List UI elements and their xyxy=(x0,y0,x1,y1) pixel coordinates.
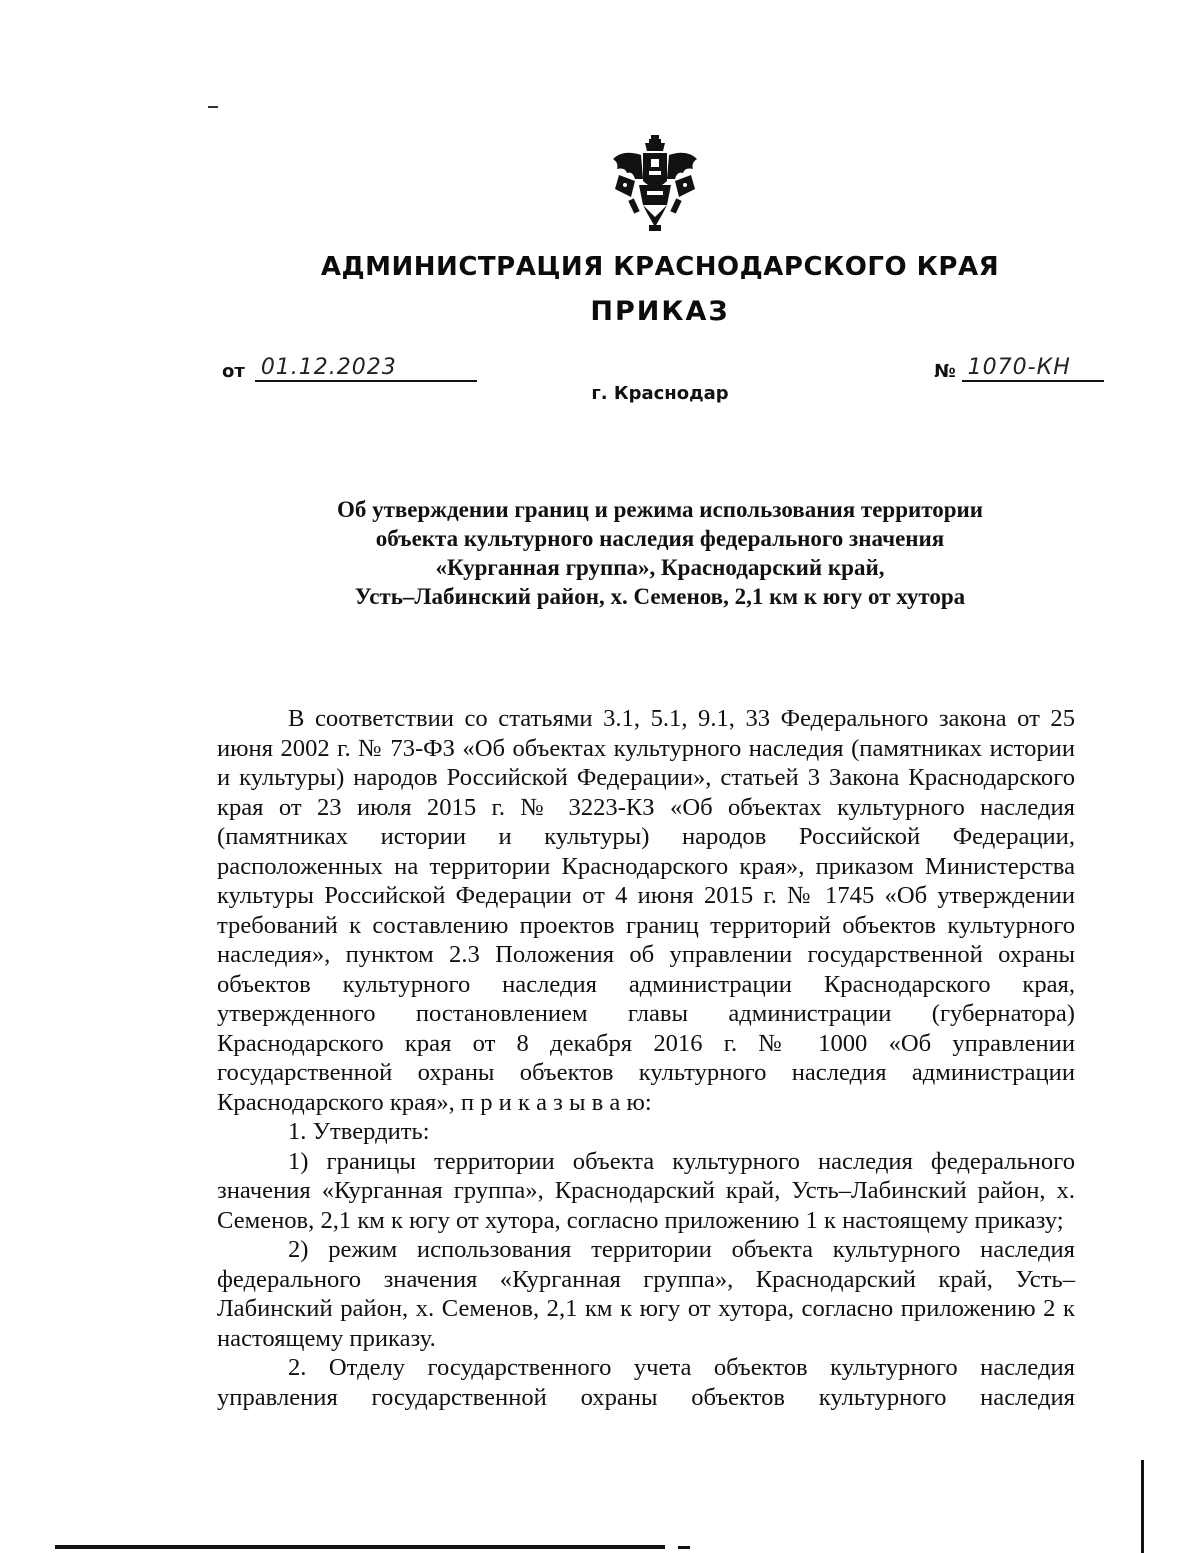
scan-artifact xyxy=(208,106,218,108)
number-prefix: № xyxy=(934,361,956,382)
title-line: «Курганная группа», Краснодарский край, xyxy=(435,555,885,580)
item-1-2: 2) режим использования территории объекта культурного наследия федерального значения «Курганная группа», Краснодарский край, Усть–Лабинский район, х. Семенов, 2,1 км к югу от хутора, согласно приложению 2 к настоящему приказу. xyxy=(217,1236,1075,1352)
item-1-1: 1) границы территории объекта культурного наследия федерального значения «Курганная группа», Краснодарский край, Усть–Лабинский район, х. Семенов, 2,1 км к югу от хутора, согласно приложению 1 к настоящему приказу; xyxy=(217,1147,1075,1234)
number-field xyxy=(934,356,1104,382)
number-value: 1070-КН xyxy=(962,356,1104,382)
scan-edge-line xyxy=(678,1546,690,1549)
scan-edge-line xyxy=(55,1545,665,1549)
date-field xyxy=(222,356,477,382)
date-value: 01.12.2023 xyxy=(255,356,477,382)
document-body xyxy=(217,704,1075,1412)
organization-name: АДМИНИСТРАЦИЯ КРАСНОДАРСКОГО КРАЯ xyxy=(320,252,1000,282)
document-title xyxy=(240,495,1080,611)
city: г. Краснодар xyxy=(591,383,729,404)
date-prefix: от xyxy=(222,361,245,382)
title-line: Об утверждении границ и режима использования территории xyxy=(336,497,984,522)
document-type: ПРИКАЗ xyxy=(590,296,730,327)
item-1: 1. Утвердить: xyxy=(288,1118,430,1145)
title-line: Усть–Лабинский район, х. Семенов, 2,1 км к югу от хутора xyxy=(354,584,966,609)
title-line: объекта культурного наследия федерального значения xyxy=(375,526,945,551)
preamble-paragraph: В соответствии со статьями 3.1, 5.1, 9.1, 33 Федерального закона от 25 июня 2002 г. № 73-ФЗ «Об объектах культурного наследия (памятниках истории и культуры) народов Российской Федерации», статьей 3 Закона Краснодарского края от 23 июля 2015 г. № 3223-КЗ «Об объектах культурного наследия (памятниках истории и культуры) народов Российской Федерации, расположенных на территории Краснодарского края», приказом Министерства культуры Российской Федерации от 4 июня 2015 г. № 1745 «Об утверждении требований к составлению проектов границ территорий объектов культурного наследия», пунктом 2.3 Положения об управлении государственной охраны объектов культурного наследия администрации Краснодарского края, утвержденного постановлением главы администрации (губернатора) Краснодарского края от 8 декабря 2016 г. № 1000 «Об управлении государственной охраны объектов культурного наследия администрации Краснодарского края», п р и к а з ы в а ю: xyxy=(217,705,1075,1116)
scan-edge-line xyxy=(1141,1460,1144,1553)
coat-of-arms-icon xyxy=(605,135,705,235)
item-2: 2. Отделу государственного учета объектов культурного наследия управления государственной охраны объектов культурного наследия xyxy=(217,1354,1075,1411)
